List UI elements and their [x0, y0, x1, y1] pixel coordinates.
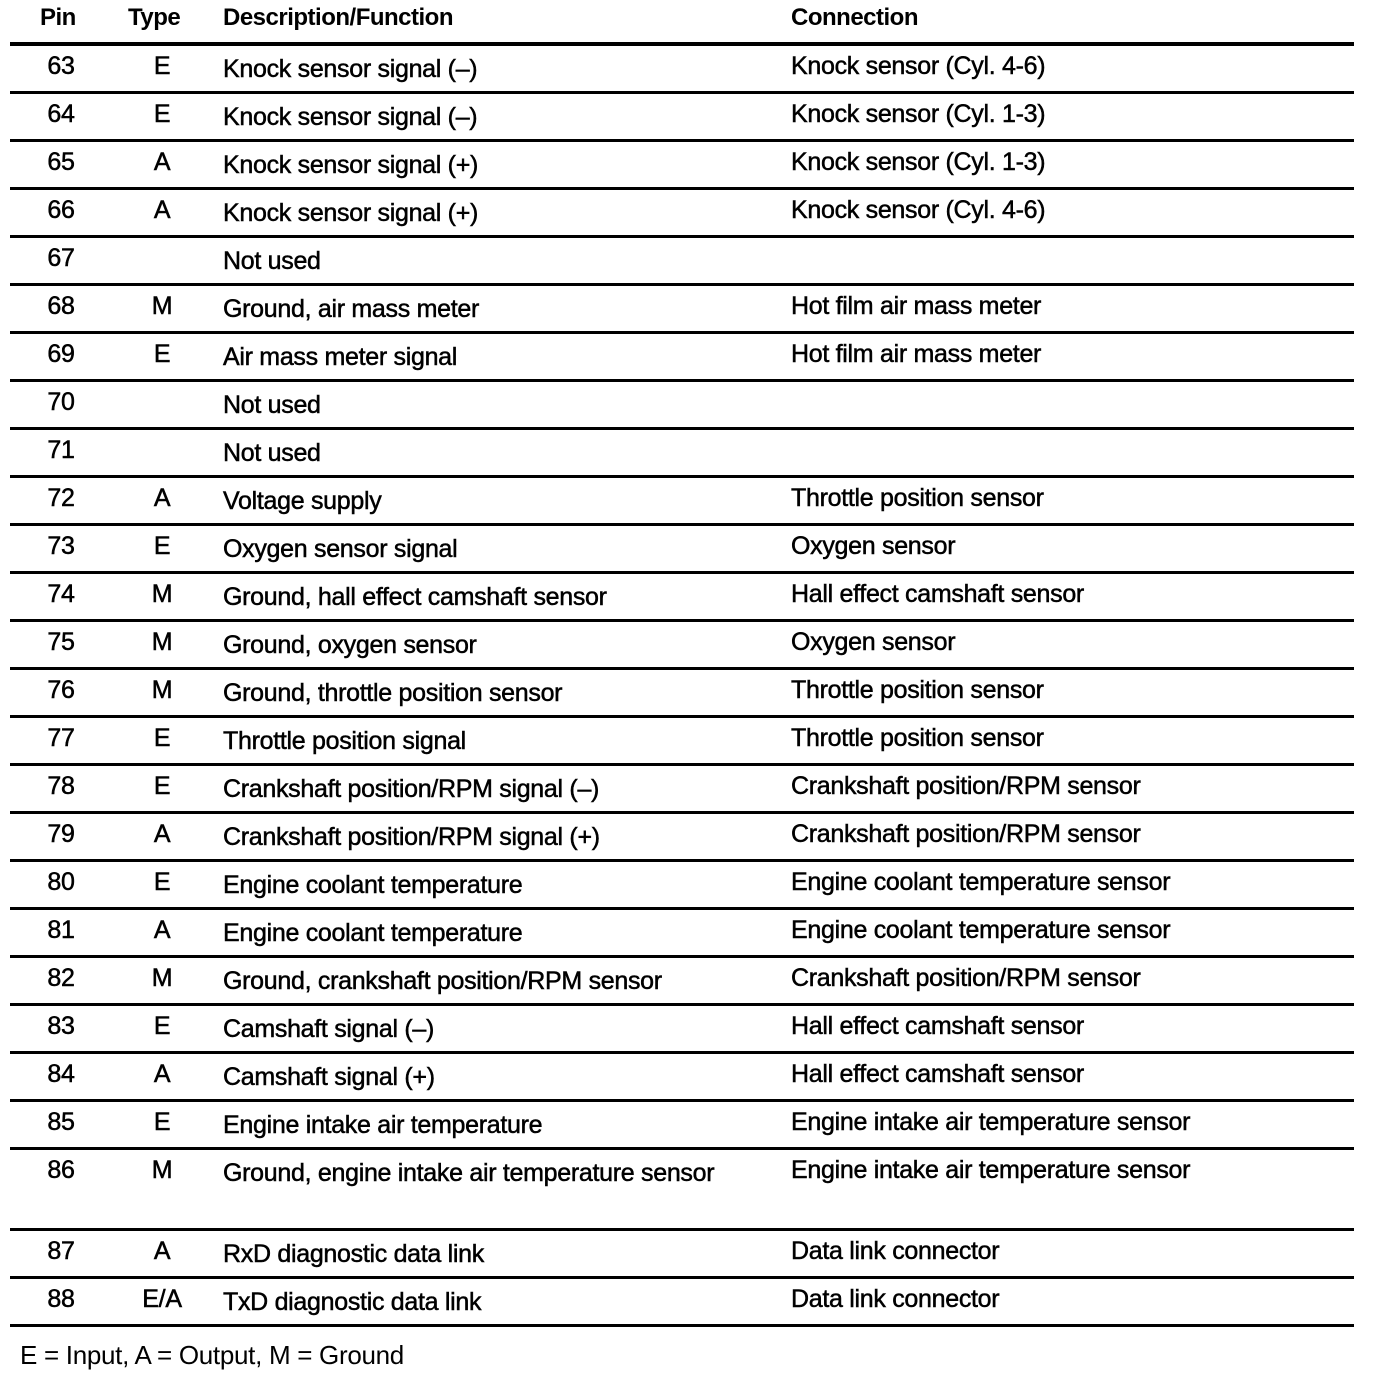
pin-cell: 77 — [47, 724, 75, 752]
type-cell: E — [153, 100, 171, 128]
pin-cell: 71 — [47, 436, 75, 464]
type-cell: A — [153, 1060, 171, 1088]
connection-cell: Oxygen sensor — [791, 532, 956, 560]
type-cell: E — [153, 724, 171, 752]
type-cell: E — [153, 1012, 171, 1040]
description-cell: Ground, oxygen sensor — [223, 631, 477, 659]
connection-cell: Engine intake air temperature sensor — [791, 1156, 1191, 1184]
connection-cell: Data link connector — [791, 1285, 1000, 1313]
type-cell: A — [153, 916, 171, 944]
table-row — [10, 46, 1354, 94]
connection-cell: Hall effect camshaft sensor — [791, 1060, 1084, 1088]
description-cell: Oxygen sensor signal — [223, 535, 458, 563]
type-cell: M — [151, 580, 173, 608]
pin-cell: 76 — [47, 676, 75, 704]
type-cell: A — [153, 1237, 171, 1265]
type-cell: E/A — [142, 1285, 182, 1313]
description-cell: Engine coolant temperature — [223, 919, 523, 947]
pin-cell: 75 — [47, 628, 75, 656]
connection-cell: Knock sensor (Cyl. 4-6) — [791, 196, 1046, 224]
pin-cell: 66 — [47, 196, 75, 224]
description-cell: Camshaft signal (+) — [223, 1063, 435, 1091]
header-description: Description/Function — [223, 4, 453, 31]
type-cell: M — [151, 292, 173, 320]
pin-cell: 64 — [47, 100, 75, 128]
description-cell: Throttle position signal — [223, 727, 466, 755]
table-row — [10, 766, 1354, 814]
description-cell: Knock sensor signal (+) — [223, 151, 479, 179]
type-cell: E — [153, 340, 171, 368]
table-row — [10, 238, 1354, 286]
description-cell: Voltage supply — [223, 487, 382, 515]
description-cell: Camshaft signal (–) — [223, 1015, 435, 1043]
pin-cell: 69 — [47, 340, 75, 368]
pin-cell: 88 — [47, 1285, 75, 1313]
table-row — [10, 1279, 1354, 1327]
table-row — [10, 1102, 1354, 1150]
description-cell: Engine coolant temperature — [223, 871, 523, 899]
pin-cell: 83 — [47, 1012, 75, 1040]
description-cell: Ground, crankshaft position/RPM sensor — [223, 967, 662, 995]
table-row — [10, 286, 1354, 334]
connection-cell: Engine coolant temperature sensor — [791, 916, 1171, 944]
description-cell: Ground, throttle position sensor — [223, 679, 563, 707]
table-body — [10, 46, 1354, 1327]
connection-cell: Engine intake air temperature sensor — [791, 1108, 1191, 1136]
type-cell: E — [153, 868, 171, 896]
type-cell: A — [153, 820, 171, 848]
table-row — [10, 142, 1354, 190]
description-cell: Not used — [223, 439, 321, 467]
table-row — [10, 622, 1354, 670]
pin-cell: 63 — [47, 52, 75, 80]
table-row — [10, 670, 1354, 718]
table-row — [10, 334, 1354, 382]
table-row — [10, 574, 1354, 622]
description-cell: Knock sensor signal (+) — [223, 199, 479, 227]
table-row — [10, 382, 1354, 430]
description-cell: TxD diagnostic data link — [223, 1288, 482, 1316]
pinout-table — [10, 0, 1354, 1327]
pin-cell: 70 — [47, 388, 75, 416]
type-cell: A — [153, 148, 171, 176]
description-cell: Crankshaft position/RPM signal (+) — [223, 823, 600, 851]
table-row — [10, 430, 1354, 478]
table-row — [10, 910, 1354, 958]
description-cell: Ground, air mass meter — [223, 295, 479, 323]
connection-cell: Oxygen sensor — [791, 628, 956, 656]
connection-cell: Knock sensor (Cyl. 1-3) — [791, 100, 1046, 128]
connection-cell: Hall effect camshaft sensor — [791, 580, 1084, 608]
type-cell: M — [151, 1156, 173, 1184]
connection-cell: Crankshaft position/RPM sensor — [791, 772, 1141, 800]
description-cell: Ground, engine intake air temperature sensor — [223, 1159, 715, 1187]
type-cell: M — [151, 676, 173, 704]
pin-cell: 67 — [47, 244, 75, 272]
description-cell: RxD diagnostic data link — [223, 1240, 484, 1268]
table-row — [10, 718, 1354, 766]
type-cell: M — [151, 964, 173, 992]
table-row — [10, 190, 1354, 238]
pin-cell: 73 — [47, 532, 75, 560]
connection-cell: Crankshaft position/RPM sensor — [791, 964, 1141, 992]
table-row — [10, 862, 1354, 910]
description-cell: Not used — [223, 247, 321, 275]
type-legend: E = Input, A = Output, M = Ground — [20, 1340, 404, 1370]
table-row — [10, 478, 1354, 526]
connection-cell: Knock sensor (Cyl. 4-6) — [791, 52, 1046, 80]
connection-cell: Hot film air mass meter — [791, 292, 1042, 320]
description-cell: Crankshaft position/RPM signal (–) — [223, 775, 600, 803]
type-cell: E — [153, 772, 171, 800]
connection-cell: Throttle position sensor — [791, 484, 1044, 512]
connection-cell: Knock sensor (Cyl. 1-3) — [791, 148, 1046, 176]
pin-cell: 82 — [47, 964, 75, 992]
table-row — [10, 1150, 1354, 1231]
connection-cell: Throttle position sensor — [791, 676, 1044, 704]
connection-cell: Data link connector — [791, 1237, 1000, 1265]
type-cell: A — [153, 484, 171, 512]
pin-cell: 87 — [47, 1237, 75, 1265]
type-cell: E — [153, 532, 171, 560]
pin-cell: 72 — [47, 484, 75, 512]
connection-cell: Throttle position sensor — [791, 724, 1044, 752]
type-cell: E — [153, 1108, 171, 1136]
connection-cell: Hot film air mass meter — [791, 340, 1042, 368]
pin-cell: 79 — [47, 820, 75, 848]
connection-cell: Hall effect camshaft sensor — [791, 1012, 1084, 1040]
type-cell: A — [153, 196, 171, 224]
pin-cell: 86 — [47, 1156, 75, 1184]
table-row — [10, 526, 1354, 574]
table-row — [10, 958, 1354, 1006]
pin-cell: 84 — [47, 1060, 75, 1088]
pin-cell: 81 — [47, 916, 75, 944]
description-cell: Engine intake air temperature — [223, 1111, 543, 1139]
description-cell: Air mass meter signal — [223, 343, 458, 371]
pin-cell: 78 — [47, 772, 75, 800]
type-cell: M — [151, 628, 173, 656]
table-row — [10, 1231, 1354, 1279]
connection-cell: Engine coolant temperature sensor — [791, 868, 1171, 896]
header-type: Type — [128, 4, 181, 31]
pin-cell: 65 — [47, 148, 75, 176]
description-cell: Not used — [223, 391, 321, 419]
pin-cell: 68 — [47, 292, 75, 320]
pin-cell: 85 — [47, 1108, 75, 1136]
table-row — [10, 1006, 1354, 1054]
header-connection: Connection — [791, 4, 918, 31]
type-cell: E — [153, 52, 171, 80]
table-row — [10, 94, 1354, 142]
connection-cell: Crankshaft position/RPM sensor — [791, 820, 1141, 848]
table-row — [10, 814, 1354, 862]
pin-cell: 74 — [47, 580, 75, 608]
description-cell: Knock sensor signal (–) — [223, 103, 478, 131]
table-header — [10, 0, 1354, 46]
description-cell: Ground, hall effect camshaft sensor — [223, 583, 607, 611]
description-cell: Knock sensor signal (–) — [223, 55, 478, 83]
header-pin: Pin — [40, 4, 76, 31]
pin-cell: 80 — [47, 868, 75, 896]
table-row — [10, 1054, 1354, 1102]
